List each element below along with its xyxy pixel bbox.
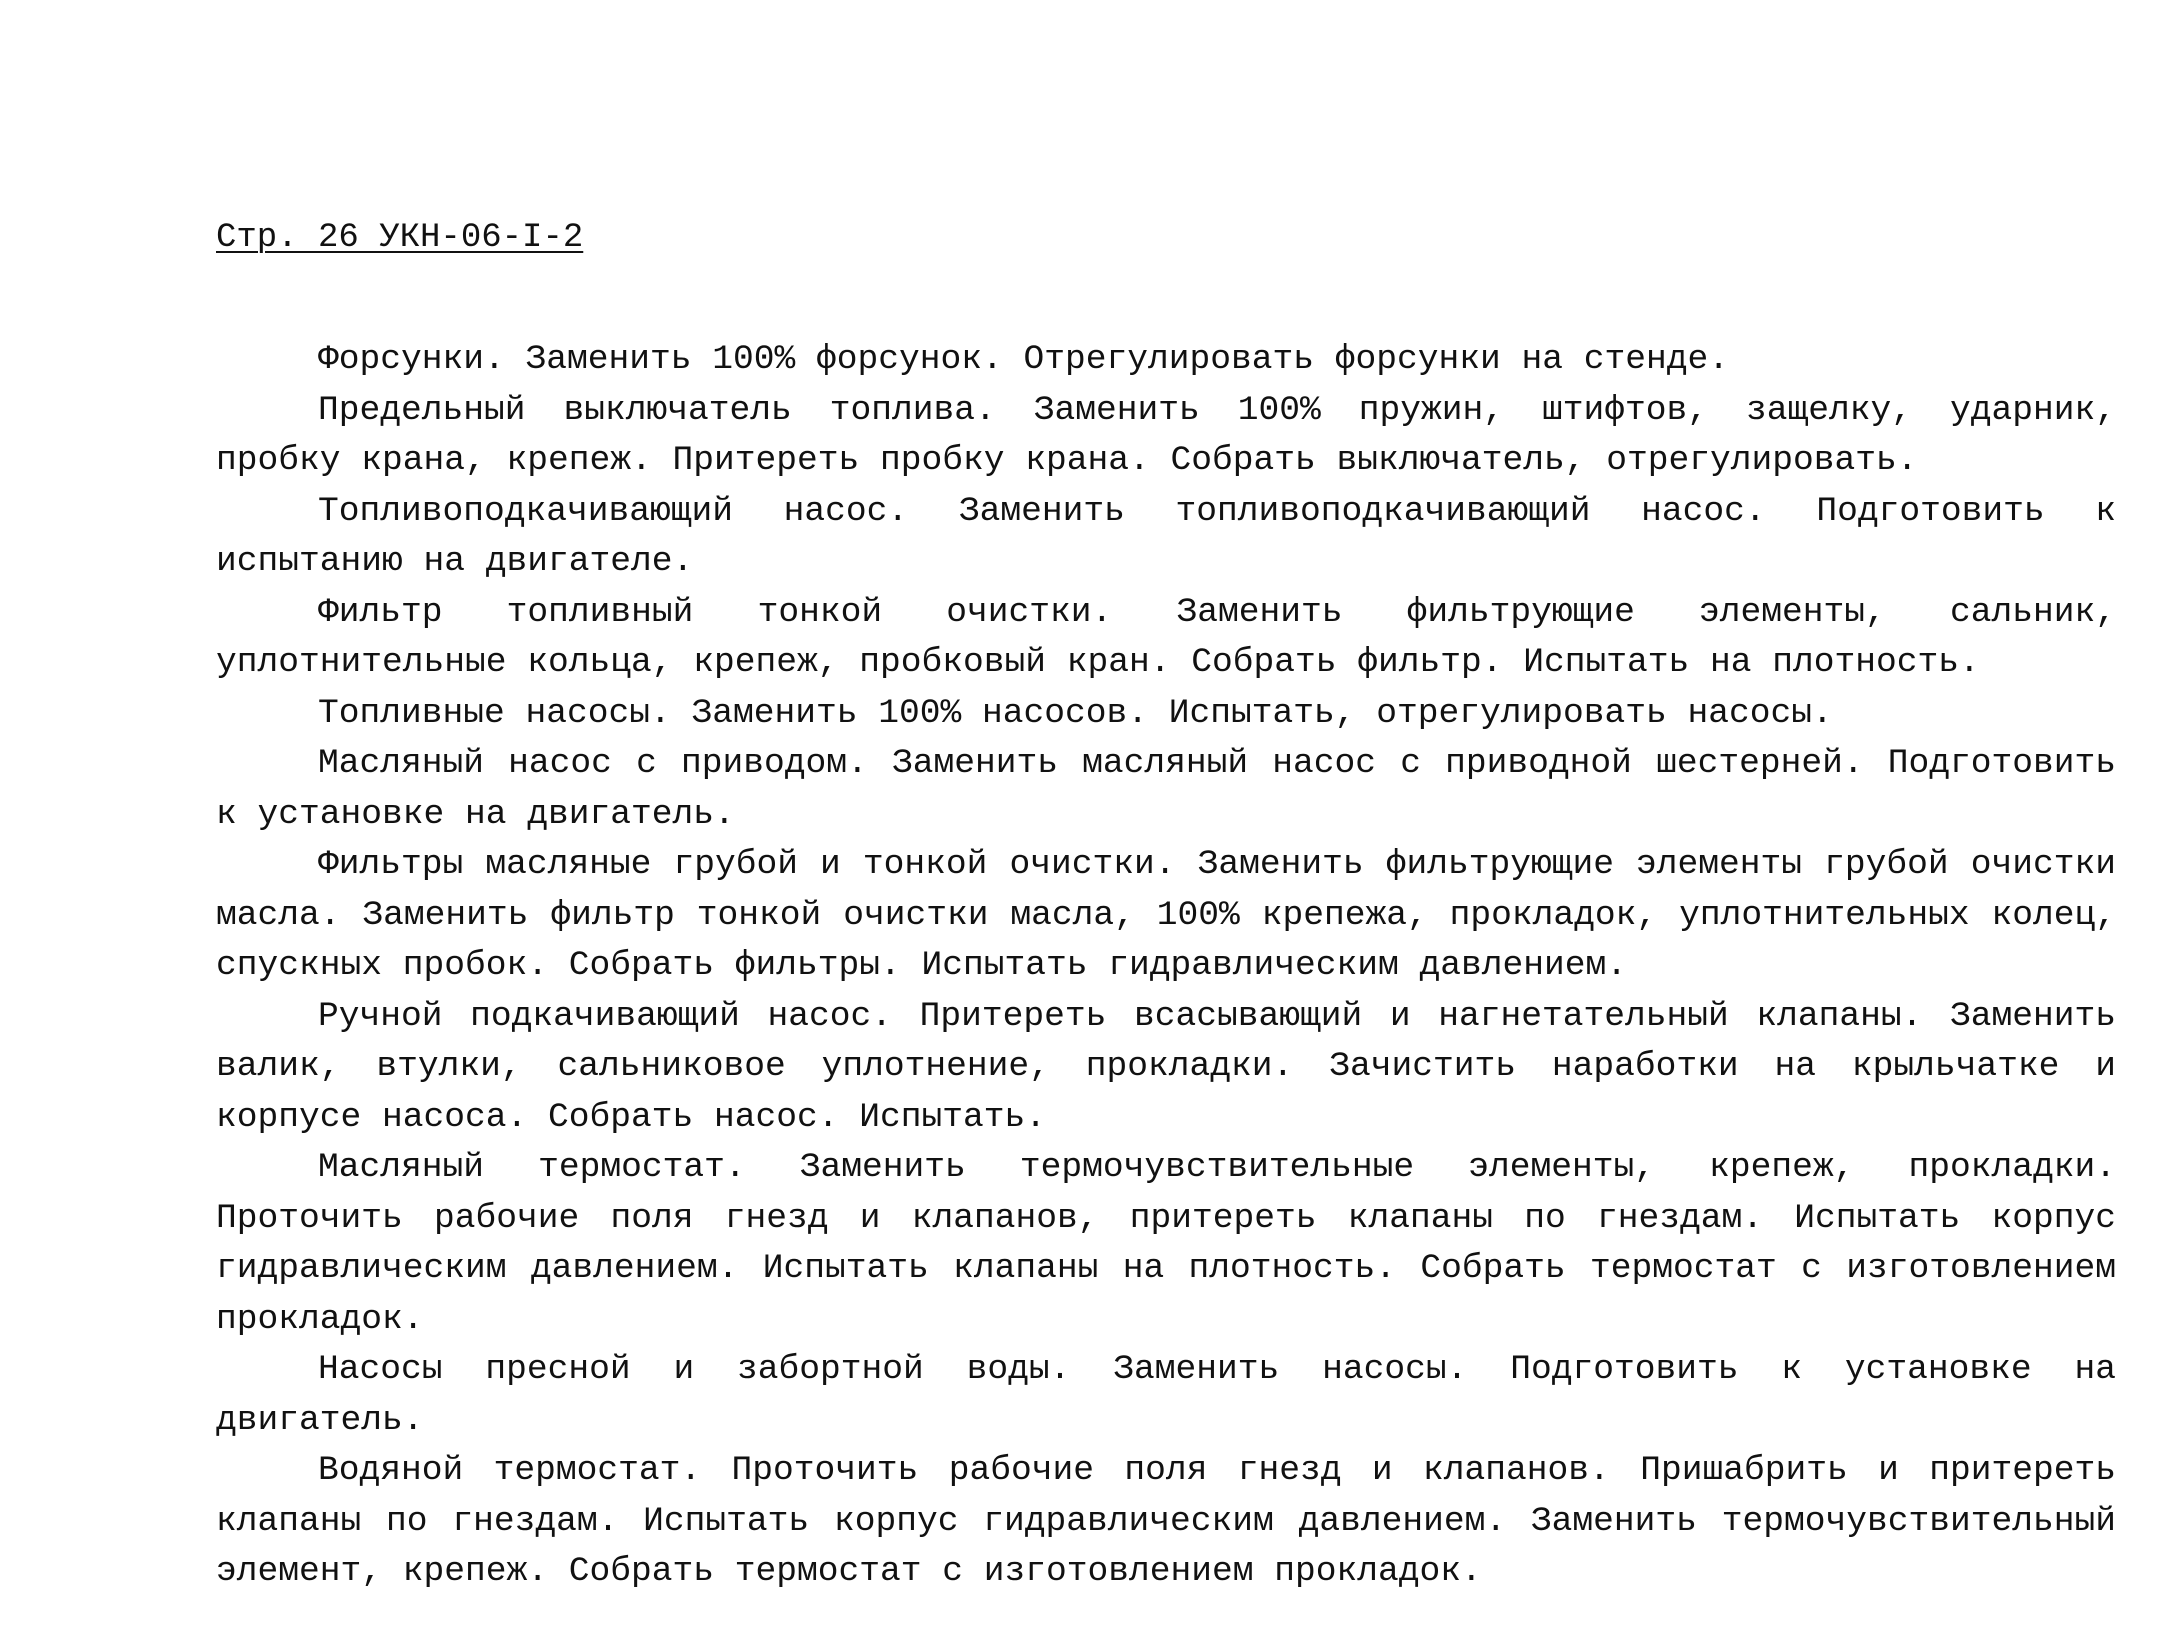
paragraph-fuel-pumps: Топливные насосы. Заменить 100% насосов. Испытать, отрегулировать насосы. <box>318 693 1833 733</box>
paragraph-oil-pump: Масляный насос с приводом. Заменить масляный насос с приводной шестерней. Подготовить к установке на двигатель. <box>216 744 2116 834</box>
paragraph-injectors: Форсунки. Заменить 100% форсунок. Отрегулировать форсунки на стенде. <box>318 340 1730 379</box>
document-body <box>216 335 2116 1598</box>
paragraph-water-pumps: Насосы пресной и забортной воды. Заменить насосы. Подготовить к установке на двигатель. <box>216 1350 2116 1440</box>
paragraph-oil-thermostat: Масляный термостат. Заменить термочувствительные элементы, крепеж, прокладки. Проточить рабочие поля гнезд и клапанов, притереть клапаны по гнездам. Испытать корпус гидравлическим давлением. Испытать клапаны на плотность. Собрать термостат с изготовлением прокладок. <box>216 1148 2116 1339</box>
paragraph-fuel-limit-switch: Предельный выключатель топлива. Заменить 100% пружин, штифтов, защелку, ударник, пробку крана, крепеж. Притереть пробку крана. Собрать выключатель, отрегулировать. <box>216 390 2116 480</box>
paragraph-water-thermostat: Водяной термостат. Проточить рабочие поля гнезд и клапанов. Пришабрить и притереть клапаны по гнездам. Испытать корпус гидравлическим давлением. Заменить термочувствительный элемент, крепеж. Собрать термостат с изготовлением прокладок. <box>216 1451 2116 1591</box>
paragraph-fine-fuel-filter: Фильтр топливный тонкой очистки. Заменить фильтрующие элементы, сальник, уплотнительные кольца, крепеж, пробковый кран. Собрать фильтр. Испытать на плотность. <box>216 592 2116 682</box>
page-header: Стр. 26 УКН-06-I-2 <box>216 219 584 257</box>
paragraph-fuel-priming-pump: Топливоподкачивающий насос. Заменить топливоподкачивающий насос. Подготовить к испытанию на двигателе. <box>216 491 2116 581</box>
paragraph-hand-priming-pump: Ручной подкачивающий насос. Притереть всасывающий и нагнетательный клапаны. Заменить валик, втулки, сальниковое уплотнение, прокладки. Зачистить наработки на крыльчатке и корпусе насоса. Собрать насос. Испытать. <box>216 996 2116 1137</box>
paragraph-oil-filters: Фильтры масляные грубой и тонкой очистки. Заменить фильтрующие элементы грубой очистки масла. Заменить фильтр тонкой очистки масла, 100% крепежа, прокладок, уплотнительных колец, спускных пробок. Собрать фильтры. Испытать гидравлическим давлением. <box>216 845 2116 985</box>
